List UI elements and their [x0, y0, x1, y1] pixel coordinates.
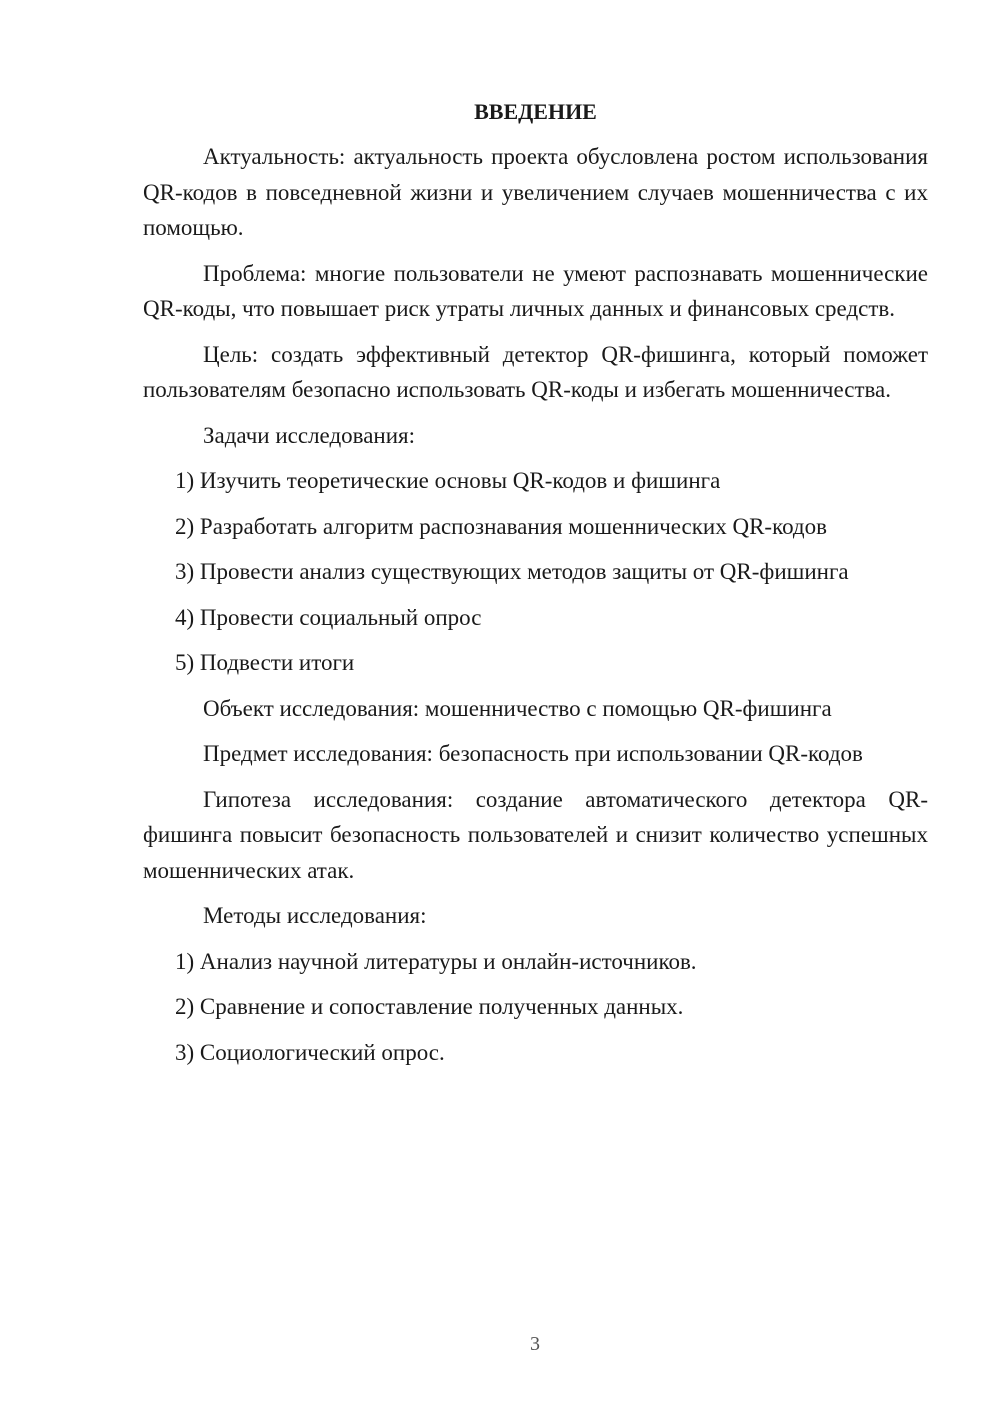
page-number: 3	[530, 1333, 540, 1355]
method-item: 1) Анализ научной литературы и онлайн-источников.	[175, 948, 697, 974]
task-item: 1) Изучить теоретические основы QR-кодов и фишинга	[175, 468, 721, 493]
research-object: Объект исследования: мошенничество с помощью QR-фишинга	[203, 695, 832, 721]
methods-heading: Методы исследования:	[203, 903, 427, 928]
research-subject: Предмет исследования: безопасность при использовании QR-кодов	[203, 741, 863, 766]
method-item: 2) Сравнение и сопоставление полученных данных.	[175, 994, 684, 1019]
page-content	[143, 94, 928, 1080]
task-item: 5) Подвести итоги	[175, 650, 355, 675]
task-item: 2) Разработать алгоритм распознавания мошеннических QR-кодов	[175, 513, 827, 539]
hypothesis-paragraph: Гипотеза исследования: создание автоматического детектора QR-фишинга повысит безопасность пользователей и снизит количество успешных мошеннических атак.	[143, 786, 928, 883]
method-item: 3) Социологический опрос.	[175, 1039, 445, 1065]
relevance-paragraph: Актуальность: актуальность проекта обусловлена ростом использования QR-кодов в повседневной жизни и увеличением случаев мошенничества с их помощью.	[143, 144, 928, 240]
section-title: ВВЕДЕНИЕ	[474, 99, 597, 124]
problem-paragraph: Проблема: многие пользователи не умеют распознавать мошеннические QR-коды, что повышает риск утраты личных данных и финансовых средств.	[143, 260, 928, 321]
tasks-heading: Задачи исследования:	[203, 422, 416, 448]
goal-paragraph: Цель: создать эффективный детектор QR-фишинга, который поможет пользователям безопасно использовать QR-коды и избегать мошенничества.	[143, 341, 928, 402]
task-item: 3) Провести анализ существующих методов защиты от QR-фишинга	[175, 559, 849, 584]
task-item: 4) Провести социальный опрос	[175, 604, 482, 630]
